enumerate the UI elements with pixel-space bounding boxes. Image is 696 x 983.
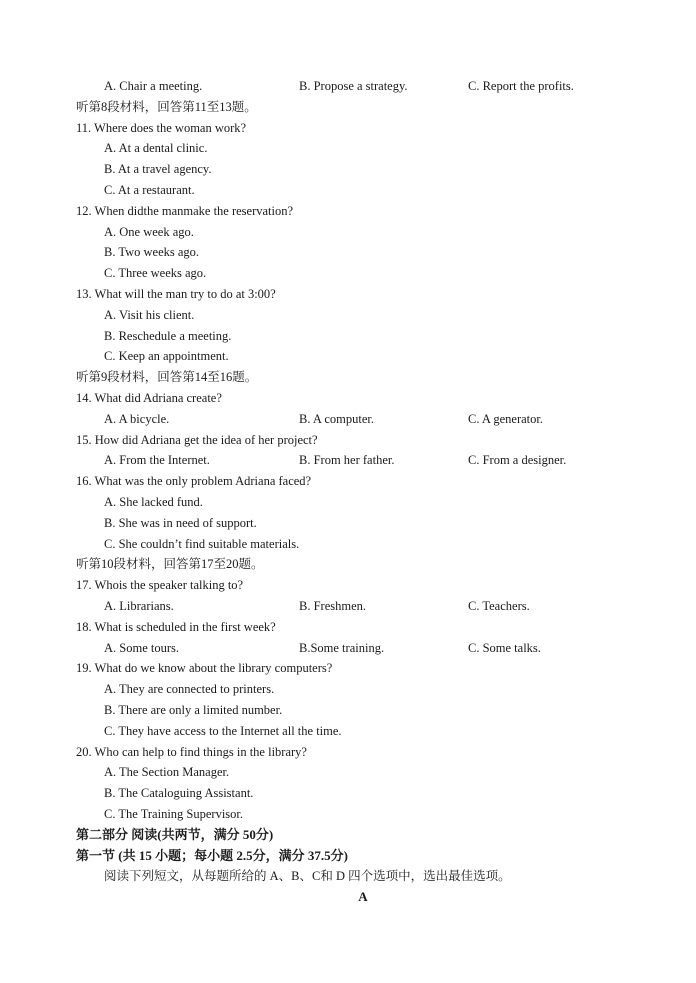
question: 17. Whois the speaker talking to? <box>76 578 244 593</box>
option: B. Reschedule a meeting. <box>104 328 232 343</box>
option: A. One week ago. <box>104 224 194 239</box>
question: 11. Where does the woman work? <box>76 120 247 135</box>
option: A. The Section Manager. <box>104 765 230 780</box>
option: B. There are only a limited number. <box>104 703 283 717</box>
option: A. They are connected to printers. <box>104 682 275 697</box>
option: B. She was in need of support. <box>104 515 257 530</box>
question: 15. How did Adriana get the idea of her project? <box>76 432 318 447</box>
option-c: C. From a designer. <box>468 453 567 468</box>
option-a: A. Some tours. <box>104 640 179 655</box>
option-a: A. A bicycle. <box>104 411 170 426</box>
option: C. They have access to the Internet all the time. <box>104 723 342 738</box>
question: 14. What did Adriana create? <box>76 391 222 405</box>
section-instruction: 听第10段材料，回答第17至20题。 <box>76 557 264 572</box>
option: B. At a travel agency. <box>104 162 212 177</box>
option-b: B. Propose a strategy. <box>299 79 408 93</box>
option-a: A. From the Internet. <box>104 453 210 468</box>
passage-label: A <box>358 889 368 905</box>
section-instruction: 听第8段材料，回答第11至13题。 <box>76 99 257 114</box>
option-b: B.Some training. <box>299 640 385 655</box>
option-b: B. Freshmen. <box>299 599 367 613</box>
section-instruction: 听第9段材料，回答第14至16题。 <box>76 370 258 385</box>
option: A. She lacked fund. <box>104 495 203 509</box>
option: B. The Cataloguing Assistant. <box>104 786 254 801</box>
option: C. Keep an appointment. <box>104 349 229 364</box>
option: A. At a dental clinic. <box>104 141 208 156</box>
option: A. Visit his client. <box>104 307 195 322</box>
part-heading: 第一节 (共 15 小题；每小题 2.5分，满分 37.5分) <box>76 847 348 863</box>
option: C. The Training Supervisor. <box>104 807 244 821</box>
question: 12. When didthe manmake the reservation? <box>76 203 294 218</box>
option-c: C. Teachers. <box>468 599 530 613</box>
option-c: C. Report the profits. <box>468 79 574 93</box>
question: 20. Who can help to find things in the library? <box>76 744 307 759</box>
reading-instruction: 阅读下列短文，从每题所给的 A、B、C和 D 四个选项中，选出最佳选项。 <box>104 869 511 884</box>
option-a: A. Chair a meeting. <box>104 79 203 93</box>
option: C. Three weeks ago. <box>104 266 207 281</box>
question: 18. What is scheduled in the first week? <box>76 619 276 634</box>
option-a: A. Librarians. <box>104 599 174 613</box>
option: C. At a restaurant. <box>104 183 195 197</box>
option: B. Two weeks ago. <box>104 245 200 260</box>
option-c: C. Some talks. <box>468 640 541 655</box>
question: 19. What do we know about the library computers? <box>76 661 333 676</box>
option-c: C. A generator. <box>468 411 543 426</box>
question: 16. What was the only problem Adriana faced? <box>76 474 312 489</box>
part-heading: 第二部分 阅读(共两节，满分 50分) <box>76 826 274 842</box>
option-b: B. From her father. <box>299 453 395 468</box>
option-b: B. A computer. <box>299 411 374 426</box>
option: C. She couldn’t find suitable materials. <box>104 536 300 551</box>
question: 13. What will the man try to do at 3:00? <box>76 287 276 301</box>
